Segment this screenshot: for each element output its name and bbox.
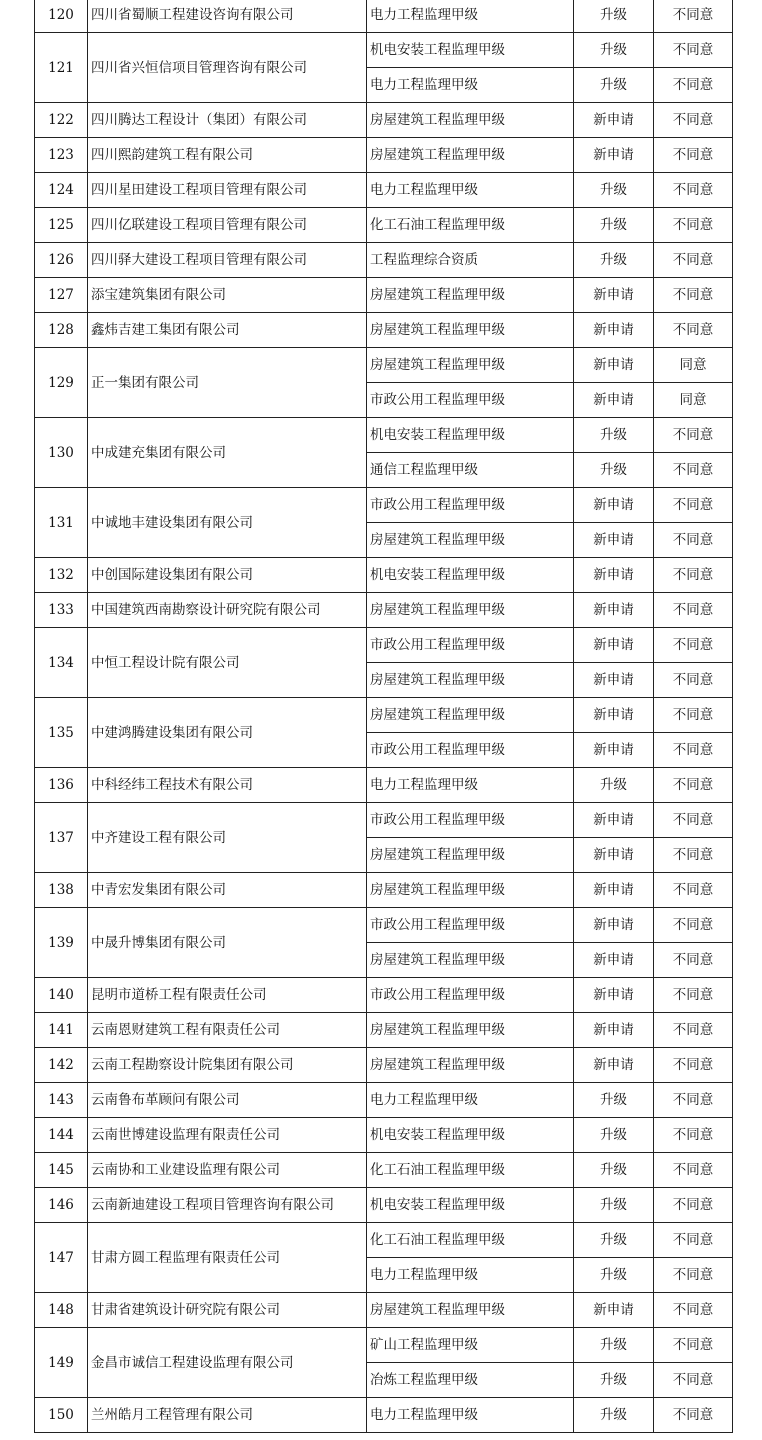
review-result: 不同意 [654,558,733,593]
review-result: 不同意 [654,1293,733,1328]
table-row [35,558,733,593]
review-result: 不同意 [654,103,733,138]
qualification: 通信工程监理甲级 [367,453,574,488]
qualification: 机电安装工程监理甲级 [367,418,574,453]
review-result: 不同意 [654,173,733,208]
application-type: 升级 [574,418,654,453]
application-type: 新申请 [574,1048,654,1083]
qualification: 房屋建筑工程监理甲级 [367,838,574,873]
qualification: 电力工程监理甲级 [367,68,574,103]
qualification: 电力工程监理甲级 [367,768,574,803]
company-name: 兰州皓月工程管理有限公司 [88,1398,367,1433]
qualification: 电力工程监理甲级 [367,1398,574,1433]
table-row [35,33,733,68]
row-number: 136 [35,768,88,803]
application-type: 新申请 [574,593,654,628]
qualification: 市政公用工程监理甲级 [367,908,574,943]
review-result: 不同意 [654,208,733,243]
table-row [35,1223,733,1258]
application-type: 新申请 [574,663,654,698]
application-type: 新申请 [574,278,654,313]
qualification: 房屋建筑工程监理甲级 [367,348,574,383]
review-result: 不同意 [654,838,733,873]
application-type: 升级 [574,1153,654,1188]
application-type: 新申请 [574,1293,654,1328]
review-result: 不同意 [654,1223,733,1258]
application-type: 升级 [574,0,654,33]
table-row [35,768,733,803]
qualification: 房屋建筑工程监理甲级 [367,278,574,313]
review-result: 不同意 [654,1083,733,1118]
table-row [35,1118,733,1153]
application-type: 新申请 [574,313,654,348]
application-type: 升级 [574,1223,654,1258]
review-result: 不同意 [654,523,733,558]
qualification: 机电安装工程监理甲级 [367,558,574,593]
row-number: 139 [35,908,88,978]
qualification: 市政公用工程监理甲级 [367,488,574,523]
table-row [35,873,733,908]
table-row [35,138,733,173]
review-result: 不同意 [654,768,733,803]
row-number: 133 [35,593,88,628]
review-result: 不同意 [654,908,733,943]
company-name: 中成建充集团有限公司 [88,418,367,488]
qualification: 工程监理综合资质 [367,243,574,278]
row-number: 148 [35,1293,88,1328]
qualification: 市政公用工程监理甲级 [367,803,574,838]
table-row [35,348,733,383]
qualification: 房屋建筑工程监理甲级 [367,103,574,138]
application-type: 新申请 [574,348,654,383]
table-body [35,0,733,1433]
company-name: 正一集团有限公司 [88,348,367,418]
company-name: 中创国际建设集团有限公司 [88,558,367,593]
company-name: 云南协和工业建设监理有限公司 [88,1153,367,1188]
qualification: 电力工程监理甲级 [367,1258,574,1293]
company-name: 云南新迪建设工程项目管理咨询有限公司 [88,1188,367,1223]
table-row [35,488,733,523]
application-type: 新申请 [574,488,654,523]
company-name: 四川省兴恒信项目管理咨询有限公司 [88,33,367,103]
qualification: 房屋建筑工程监理甲级 [367,593,574,628]
table-row [35,1013,733,1048]
table-row [35,593,733,628]
row-number: 131 [35,488,88,558]
qualification: 冶炼工程监理甲级 [367,1363,574,1398]
review-result: 不同意 [654,943,733,978]
application-type: 新申请 [574,943,654,978]
table-row [35,1328,733,1363]
review-result: 不同意 [654,978,733,1013]
row-number: 140 [35,978,88,1013]
review-result: 不同意 [654,68,733,103]
application-type: 升级 [574,1328,654,1363]
company-name: 中晟升博集团有限公司 [88,908,367,978]
qualification: 市政公用工程监理甲级 [367,733,574,768]
company-name: 四川亿联建设工程项目管理有限公司 [88,208,367,243]
application-type: 升级 [574,1398,654,1433]
review-result: 不同意 [654,663,733,698]
row-number: 123 [35,138,88,173]
review-result: 不同意 [654,418,733,453]
application-type: 升级 [574,173,654,208]
qualification: 市政公用工程监理甲级 [367,383,574,418]
qualification: 化工石油工程监理甲级 [367,208,574,243]
review-result: 不同意 [654,873,733,908]
table-row [35,0,733,33]
review-result: 不同意 [654,1118,733,1153]
row-number: 137 [35,803,88,873]
qualification: 机电安装工程监理甲级 [367,33,574,68]
application-type: 新申请 [574,803,654,838]
qualification: 电力工程监理甲级 [367,0,574,33]
qualification: 化工石油工程监理甲级 [367,1153,574,1188]
company-name: 中诚地丰建设集团有限公司 [88,488,367,558]
row-number: 129 [35,348,88,418]
company-name: 金昌市诚信工程建设监理有限公司 [88,1328,367,1398]
application-type: 升级 [574,208,654,243]
review-result: 不同意 [654,1188,733,1223]
company-name: 中恒工程设计院有限公司 [88,628,367,698]
qualification: 房屋建筑工程监理甲级 [367,1048,574,1083]
application-type: 新申请 [574,1013,654,1048]
row-number: 122 [35,103,88,138]
company-name: 四川驿大建设工程项目管理有限公司 [88,243,367,278]
company-name: 中国建筑西南勘察设计研究院有限公司 [88,593,367,628]
row-number: 121 [35,33,88,103]
qualification: 电力工程监理甲级 [367,1083,574,1118]
review-result: 不同意 [654,33,733,68]
row-number: 134 [35,628,88,698]
table-row [35,243,733,278]
application-type: 升级 [574,33,654,68]
review-result: 不同意 [654,803,733,838]
table-row [35,313,733,348]
review-result: 不同意 [654,698,733,733]
qualification: 房屋建筑工程监理甲级 [367,943,574,978]
qualification: 房屋建筑工程监理甲级 [367,698,574,733]
application-type: 升级 [574,453,654,488]
qualification: 房屋建筑工程监理甲级 [367,523,574,558]
company-name: 云南恩财建筑工程有限责任公司 [88,1013,367,1048]
qualification: 房屋建筑工程监理甲级 [367,1293,574,1328]
review-result: 不同意 [654,488,733,523]
review-result: 不同意 [654,453,733,488]
row-number: 128 [35,313,88,348]
table-row [35,1083,733,1118]
qualification: 市政公用工程监理甲级 [367,978,574,1013]
row-number: 150 [35,1398,88,1433]
review-result: 不同意 [654,243,733,278]
company-name: 云南世博建设监理有限责任公司 [88,1118,367,1153]
qualification: 化工石油工程监理甲级 [367,1223,574,1258]
qualification: 房屋建筑工程监理甲级 [367,663,574,698]
table-row [35,1293,733,1328]
company-name: 甘肃方圆工程监理有限责任公司 [88,1223,367,1293]
company-name: 中齐建设工程有限公司 [88,803,367,873]
review-result: 不同意 [654,1048,733,1083]
review-result: 不同意 [654,278,733,313]
table-row [35,173,733,208]
table-row [35,1048,733,1083]
review-result: 不同意 [654,1153,733,1188]
qualification: 房屋建筑工程监理甲级 [367,1013,574,1048]
row-number: 144 [35,1118,88,1153]
review-result: 不同意 [654,138,733,173]
review-results-table [34,0,733,1433]
application-type: 新申请 [574,873,654,908]
company-name: 云南工程勘察设计院集团有限公司 [88,1048,367,1083]
qualification: 市政公用工程监理甲级 [367,628,574,663]
qualification: 房屋建筑工程监理甲级 [367,138,574,173]
table-row [35,908,733,943]
table-row [35,208,733,243]
table-row [35,1188,733,1223]
table-row [35,803,733,838]
application-type: 新申请 [574,103,654,138]
application-type: 新申请 [574,908,654,943]
review-result: 同意 [654,348,733,383]
application-type: 升级 [574,1363,654,1398]
review-result: 不同意 [654,1258,733,1293]
application-type: 升级 [574,1118,654,1153]
company-name: 四川星田建设工程项目管理有限公司 [88,173,367,208]
application-type: 新申请 [574,383,654,418]
review-result: 不同意 [654,0,733,33]
table-row [35,698,733,733]
row-number: 124 [35,173,88,208]
row-number: 143 [35,1083,88,1118]
company-name: 中青宏发集团有限公司 [88,873,367,908]
table-row [35,1153,733,1188]
row-number: 141 [35,1013,88,1048]
qualification: 房屋建筑工程监理甲级 [367,313,574,348]
row-number: 138 [35,873,88,908]
review-result: 不同意 [654,593,733,628]
application-type: 升级 [574,1188,654,1223]
review-result: 不同意 [654,1013,733,1048]
table-row [35,1398,733,1433]
application-type: 新申请 [574,838,654,873]
qualification: 房屋建筑工程监理甲级 [367,873,574,908]
row-number: 145 [35,1153,88,1188]
company-name: 甘肃省建筑设计研究院有限公司 [88,1293,367,1328]
company-name: 中科经纬工程技术有限公司 [88,768,367,803]
review-result: 不同意 [654,1363,733,1398]
application-type: 新申请 [574,138,654,173]
table-row [35,978,733,1013]
company-name: 四川腾达工程设计（集团）有限公司 [88,103,367,138]
application-type: 新申请 [574,978,654,1013]
company-name: 鑫炜吉建工集团有限公司 [88,313,367,348]
company-name: 四川省蜀顺工程建设咨询有限公司 [88,0,367,33]
review-result: 不同意 [654,313,733,348]
application-type: 新申请 [574,523,654,558]
review-result: 不同意 [654,733,733,768]
row-number: 126 [35,243,88,278]
row-number: 120 [35,0,88,33]
company-name: 昆明市道桥工程有限责任公司 [88,978,367,1013]
row-number: 125 [35,208,88,243]
application-type: 新申请 [574,558,654,593]
table-row [35,103,733,138]
qualification: 机电安装工程监理甲级 [367,1118,574,1153]
review-result: 不同意 [654,1328,733,1363]
row-number: 142 [35,1048,88,1083]
row-number: 149 [35,1328,88,1398]
review-result: 不同意 [654,1398,733,1433]
application-type: 升级 [574,243,654,278]
review-result: 同意 [654,383,733,418]
table-row [35,628,733,663]
application-type: 升级 [574,768,654,803]
table-row [35,418,733,453]
row-number: 135 [35,698,88,768]
review-result: 不同意 [654,628,733,663]
qualification: 电力工程监理甲级 [367,173,574,208]
row-number: 147 [35,1223,88,1293]
application-type: 升级 [574,1083,654,1118]
application-type: 新申请 [574,698,654,733]
application-type: 升级 [574,1258,654,1293]
row-number: 130 [35,418,88,488]
company-name: 中建鸿腾建设集团有限公司 [88,698,367,768]
row-number: 146 [35,1188,88,1223]
application-type: 新申请 [574,733,654,768]
row-number: 127 [35,278,88,313]
table-row [35,278,733,313]
application-type: 新申请 [574,628,654,663]
application-type: 升级 [574,68,654,103]
company-name: 添宝建筑集团有限公司 [88,278,367,313]
qualification: 机电安装工程监理甲级 [367,1188,574,1223]
company-name: 云南鲁布革顾问有限公司 [88,1083,367,1118]
qualification: 矿山工程监理甲级 [367,1328,574,1363]
company-name: 四川熙韵建筑工程有限公司 [88,138,367,173]
row-number: 132 [35,558,88,593]
